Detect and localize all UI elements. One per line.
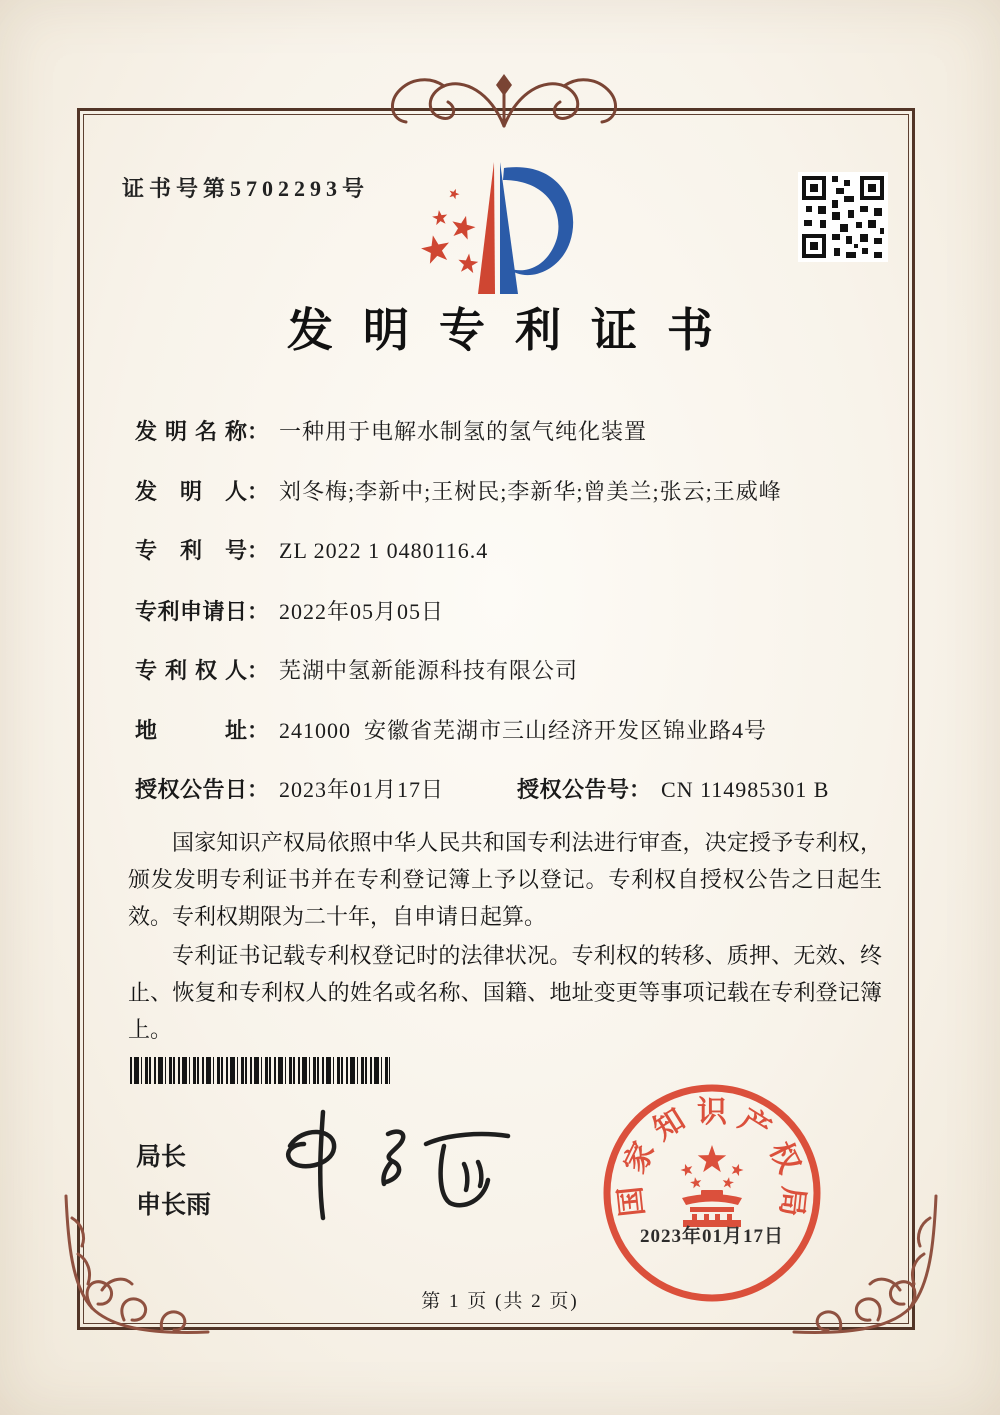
seal-char: 权: [762, 1136, 806, 1179]
field-value: 2023年01月17日: [279, 777, 445, 802]
field-value: ZL 2022 1 0480116.4: [279, 538, 489, 563]
ornament-diamond: [496, 74, 512, 96]
field-label: 授权公告日: [135, 777, 247, 802]
seal-char: 识: [697, 1096, 727, 1129]
qr-code-icon: [798, 172, 888, 262]
certificate-number: 证书号第5702293号: [122, 176, 370, 201]
barcode: [130, 1057, 390, 1084]
field-label: 地址: [135, 718, 247, 743]
signatory-title: 局长: [136, 1144, 187, 1171]
field-inventors: [135, 479, 895, 505]
seal-char: 知: [647, 1102, 691, 1147]
legal-paragraph-1: 国家知识产权局依照中华人民共和国专利法进行审查，决定授予专利权，颁发发明专利证书并在专利登记簿上予以登记。专利权自授权公告之日起生效。专利权期限为二十年，自申请日起算。: [128, 830, 882, 929]
field-colon: ：: [247, 777, 270, 802]
cnipa-official-seal: [597, 1078, 827, 1308]
field-grant-row: [135, 777, 895, 803]
signatory-name: 申长雨: [136, 1192, 212, 1219]
legal-text-block: [128, 824, 882, 1048]
commissioner-signature: [268, 1106, 533, 1224]
cnipa-patent-logo-icon: [418, 158, 580, 300]
field-grant-number: [517, 777, 829, 803]
field-colon: ：: [247, 479, 270, 504]
seal-char: 局: [774, 1184, 811, 1219]
field-colon: ：: [247, 658, 270, 683]
field-colon: ：: [247, 419, 270, 444]
field-value: 2022年05月05日: [279, 599, 445, 624]
field-label: 授权公告号: [517, 777, 629, 802]
field-value: 一种用于电解水制氢的氢气纯化装置: [279, 419, 648, 444]
certificate-title: 发明专利证书: [287, 305, 743, 356]
field-colon: ：: [247, 718, 270, 743]
seal-char: 国: [613, 1184, 650, 1219]
field-invention-name: [135, 419, 895, 445]
field-colon: ：: [247, 599, 270, 624]
field-label: 专利权人: [135, 658, 247, 683]
national-emblem-icon: [679, 1145, 745, 1227]
page-number: 第 1 页 (共 2 页): [421, 1291, 579, 1312]
field-colon: ：: [247, 538, 270, 563]
legal-paragraph-2: 专利证书记载专利权登记时的法律状况。专利权的转移、质押、无效、终止、恢复和专利权人的姓名或名称、国籍、地址变更等事项记载在专利登记簿上。: [128, 943, 882, 1042]
field-colon: ：: [629, 777, 652, 802]
field-patentee: [135, 658, 895, 684]
field-value: CN 114985301 B: [661, 777, 830, 802]
field-patent-number: [135, 538, 895, 564]
field-label: 专利申请日: [135, 599, 247, 624]
field-label: 发明人: [135, 479, 247, 504]
seal-char: 家: [618, 1136, 662, 1179]
field-label: 专利号: [135, 538, 247, 563]
field-value: 芜湖中氢新能源科技有限公司: [279, 658, 579, 683]
field-value: 241000 安徽省芜湖市三山经济开发区锦业路4号: [279, 718, 768, 743]
seal-date: 2023年01月17日: [639, 1226, 785, 1247]
field-filing-date: [135, 599, 895, 625]
signatory-block: [136, 1134, 211, 1230]
field-label: 发明名称: [135, 419, 247, 444]
field-address: [135, 718, 895, 744]
field-value: 刘冬梅;李新中;王树民;李新华;曾美兰;张云;王威峰: [279, 479, 782, 504]
seal-char: 产: [733, 1102, 777, 1147]
